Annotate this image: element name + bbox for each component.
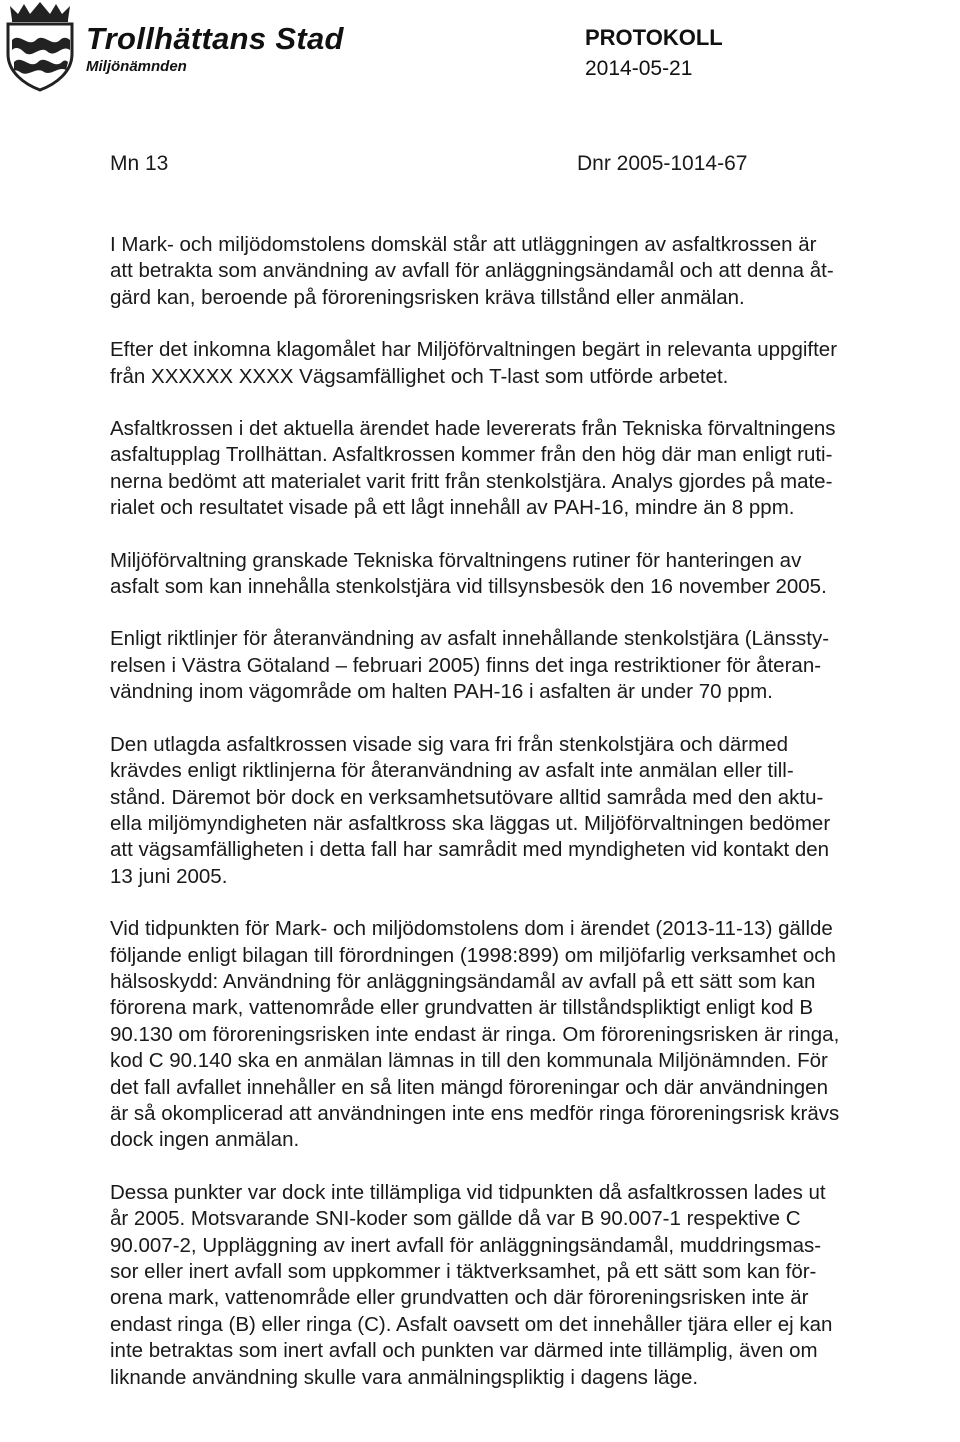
paragraph-line: stånd. Däremot bör dock en verksamhetsutövare alltid samråda med den aktu- bbox=[110, 785, 824, 809]
paragraph-line: det fall avfallet innehåller en så liten mängd föroreningar och där användningen bbox=[110, 1075, 828, 1099]
paragraph-line: orena mark, vattenområde eller grundvatten och där föroreningsrisken inte är bbox=[110, 1286, 809, 1310]
paragraph-line: vändning inom vägområde om halten PAH-16 i asfalten är under 70 ppm. bbox=[110, 680, 773, 704]
paragraph-line: gärd kan, beroende på föroreningsrisken kräva tillstånd eller anmälan. bbox=[110, 285, 745, 309]
protocol-body bbox=[110, 232, 955, 1417]
paragraph-line: 90.130 om föroreningsrisken inte endast är ringa. Om föroreningsrisken är ringa, bbox=[110, 1022, 840, 1046]
paragraph-line: sor eller inert avfall som uppkommer i täktverksamhet, på ett sätt som kan för- bbox=[110, 1260, 817, 1283]
paragraph-line: att vägsamfälligheten i detta fall har samrådit med myndigheten vid kontakt den bbox=[110, 838, 830, 862]
body-paragraph bbox=[110, 1180, 955, 1391]
document-header bbox=[0, 0, 960, 100]
paragraph-line: rialet och resultatet visade på ett lågt innehåll av PAH-16, mindre än 8 ppm. bbox=[110, 496, 795, 520]
body-paragraph bbox=[110, 337, 955, 390]
paragraph-line: relsen i Västra Götaland – februari 2005) finns det inga restriktioner för återan- bbox=[110, 653, 822, 677]
paragraph-line: Efter det inkomna klagomålet har Miljöförvaltningen begärt in relevanta uppgifter bbox=[110, 338, 838, 362]
paragraph-line: förorena mark, vattenområde eller grundvatten är tillståndspliktigt enligt kod B bbox=[110, 996, 814, 1020]
paragraph-line: dock ingen anmälan. bbox=[110, 1128, 300, 1152]
paragraph-line: inte betraktas som inert avfall och punkten var därmed inte tillämplig, även om bbox=[110, 1339, 818, 1363]
document-type: PROTOKOLL bbox=[585, 25, 723, 50]
municipal-crest-logo bbox=[4, 2, 76, 92]
body-paragraph bbox=[110, 548, 955, 601]
paragraph-line: följande enligt bilagan till förordningen (1998:899) om miljöfarlig verksamhet och bbox=[110, 943, 836, 967]
organization-brand bbox=[86, 22, 344, 76]
paragraph-line: hälsoskydd: Användning för anläggningsändamål av avfall på ett sätt som kan bbox=[110, 969, 816, 993]
paragraph-line: Den utlagda asfaltkrossen visade sig vara fri från stenkolstjära och därmed bbox=[110, 732, 788, 756]
paragraph-line: I Mark- och miljödomstolens domskäl står att utläggningen av asfaltkrossen är bbox=[110, 233, 817, 256]
paragraph-line: Dessa punkter var dock inte tillämpliga vid tidpunkten då asfaltkrossen lades ut bbox=[110, 1180, 826, 1204]
paragraph-line: Vid tidpunkten för Mark- och miljödomstolens dom i ärendet (2013-11-13) gällde bbox=[110, 917, 833, 941]
paragraph-line: 13 juni 2005. bbox=[110, 864, 228, 888]
paragraph-line: endast ringa (B) eller ringa (C). Asfalt oavsett om det innehåller tjära eller ej kan bbox=[110, 1312, 833, 1336]
paragraph-line: att betrakta som användning av avfall för anläggningsändamål och att denna åt- bbox=[110, 259, 834, 283]
body-paragraph bbox=[110, 232, 955, 311]
document-date: 2014-05-21 bbox=[585, 57, 693, 80]
paragraph-line: år 2005. Motsvarande SNI-koder som gällde då var B 90.007-1 respektive C bbox=[110, 1207, 801, 1231]
paragraph-line: nerna bedömt att materialet varit fritt från stenkolstjära. Analys gjordes på mate- bbox=[110, 469, 833, 493]
paragraph-line: är så okomplicerad att användningen inte ens medför ringa föroreningsrisk krävs bbox=[110, 1101, 840, 1125]
paragraph-number: Mn 13 bbox=[110, 152, 169, 175]
paragraph-line: Asfaltkrossen i det aktuella ärendet hade levererats från Tekniska förvaltningens bbox=[110, 417, 836, 441]
body-paragraph bbox=[110, 732, 955, 890]
paragraph-line: 90.007-2, Uppläggning av inert avfall för anläggningsändamål, muddringsmas- bbox=[110, 1233, 822, 1257]
paragraph-line: ella miljömyndigheten när asfaltkross ska läggas ut. Miljöförvaltningen bedömer bbox=[110, 811, 831, 835]
body-paragraph bbox=[110, 916, 955, 1154]
body-paragraph bbox=[110, 626, 955, 705]
organization-name: Trollhättans Stad bbox=[86, 21, 344, 56]
paragraph-line: asfalt som kan innehålla stenkolstjära vid tillsynsbesök den 16 november 2005. bbox=[110, 575, 827, 599]
paragraph-line: asfaltupplag Trollhättan. Asfaltkrossen kommer från den hög där man enligt ruti- bbox=[110, 443, 833, 467]
paragraph-line: kod C 90.140 ska en anmälan lämnas in till den kommunala Miljönämnden. För bbox=[110, 1049, 828, 1073]
body-paragraph bbox=[110, 416, 955, 522]
paragraph-line: liknande användning skulle vara anmälningspliktig i dagens läge. bbox=[110, 1365, 699, 1389]
paragraph-line: krävdes enligt riktlinjerna för återanvändning av asfalt inte anmälan eller till- bbox=[110, 759, 794, 783]
paragraph-line: från XXXXXX XXXX Vägsamfällighet och T-last som utförde arbetet. bbox=[110, 364, 729, 388]
diary-number: Dnr 2005-1014-67 bbox=[577, 152, 748, 175]
committee-name: Miljönämnden bbox=[86, 58, 187, 75]
paragraph-line: Enligt riktlinjer för återanvändning av asfalt innehållande stenkolstjära (Länssty- bbox=[110, 627, 830, 651]
paragraph-line: Miljöförvaltning granskade Tekniska förvaltningens rutiner för hanteringen av bbox=[110, 548, 802, 572]
